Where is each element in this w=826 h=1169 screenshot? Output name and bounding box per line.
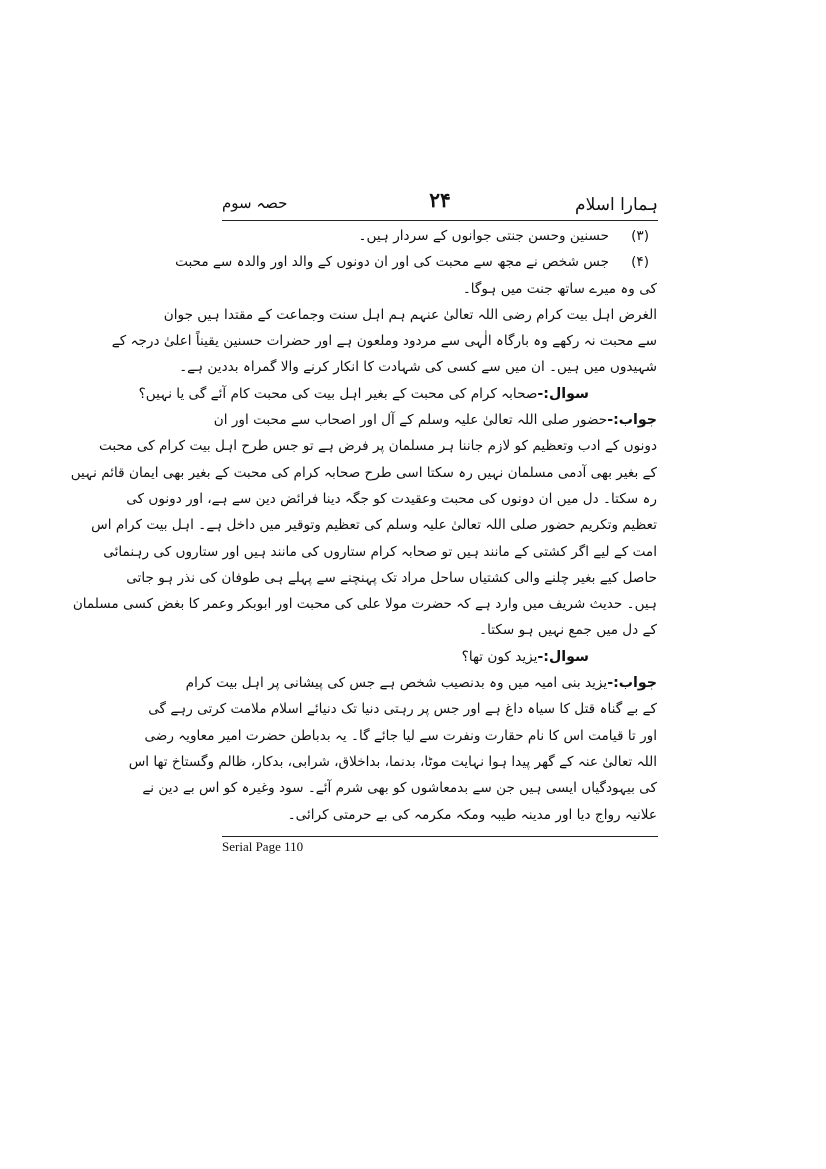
header-rule [222, 220, 658, 221]
footer-rule [222, 836, 658, 837]
text-line: کے دل میں جمع نہیں ہو سکتا۔ [479, 622, 657, 639]
answer-1-line [213, 407, 657, 433]
question-1 [138, 381, 657, 407]
book-page [70, 188, 658, 855]
text-line: امت کے لیے اگر کشتی کے مانند ہیں تو صحابہ کرام ستاروں کی مانند ہیں اور ستاروں کی رہنمائی [103, 543, 657, 560]
text-line: رہ سکتا۔ دل میں ان دونوں کی محبت وعقیدت کو جگہ دینا فرائض دین سے ہے، اور دونوں کی [126, 490, 657, 507]
answer-text: یزید بنی امیہ میں وہ بدنصیب شخص ہے جس کی پیشانی پر اہل بیت کرام [185, 675, 608, 692]
running-header [222, 188, 658, 220]
question-2 [223, 644, 657, 670]
text-line: تعظیم وتکریم حضور صلی اللہ تعالیٰ علیہ وسلم کی تعظیم وتوقیر میں داخل ہے۔ اہل بیت کرام اس [91, 517, 657, 534]
answer-label: جواب:- [607, 675, 657, 692]
answer-label: جواب:- [607, 412, 657, 429]
question-text: یزید کون تھا؟ [461, 648, 538, 665]
body-text [70, 223, 658, 828]
item-number: (۳) [631, 228, 649, 244]
question-label: سوال:- [537, 385, 589, 402]
text-line: دونوں کے ادب وتعظیم کو لازم جاننا ہر مسلمان پر فرض ہے تو جس طرح اہل بیت کرام کی محبت [99, 438, 657, 455]
page-number: ۲۴ [429, 188, 451, 212]
item-text: حسنین وحسن جنتی جوانوں کے سردار ہیں۔ [358, 228, 609, 244]
text-line: کے بغیر بھی آدمی مسلمان نہیں رہ سکتا اسی طرح صحابہ کرام کی محبت کے بغیر بھی ایمان قائم نہیں [70, 464, 657, 481]
text-line: سے محبت نہ رکھے وہ بارگاہ الٰہی سے مردود وملعون ہے اور حضرات حسنین یقیناً اعلیٰ درجہ کے [111, 333, 657, 350]
text-line: اللہ تعالیٰ عنہ کے گھر پیدا ہوا نہایت موٹا، بدنما، بداخلاق، شرابی، بدکار، ظالم وگستاخ تھا اس [128, 753, 657, 770]
text-line: اور تا قیامت اس کا نام حقارت ونفرت سے لیا جائے گا۔ یہ بدباطن حضرت امیر معاویہ رضی [144, 727, 657, 744]
numbered-item [175, 249, 657, 275]
question-label: سوال:- [537, 648, 589, 665]
item-number: (۴) [631, 254, 649, 271]
text-line: ہیں۔ حدیث شریف میں وارد ہے کہ حضرت مولا علی کی محبت اور ابوبکر وعمر کا بغض کسی مسلمان [72, 596, 657, 613]
numbered-item [223, 223, 657, 249]
serial-page-footer: Serial Page 110 [222, 838, 304, 854]
book-title: ہمارا اسلام [575, 195, 658, 215]
answer-text: حضور صلی اللہ تعالیٰ علیہ وسلم کے آل اور اصحاب سے محبت اور ان [213, 412, 608, 429]
section-name: حصہ سوم [222, 194, 288, 212]
text-line: حاصل کیے بغیر چلنے والی کشتیاں ساحل مراد تک پہنچنے سے پہلے ہی طوفان کی نذر ہو جاتی [126, 569, 657, 586]
question-text: صحابہ کرام کی محبت کے بغیر اہل بیت کی محبت کام آئے گی یا نہیں؟ [138, 385, 538, 402]
text-line: الغرض اہل بیت کرام رضی اللہ تعالیٰ عنہم ہم اہل سنت وجماعت کے مقتدا ہیں جوان [163, 306, 657, 323]
item-text: جس شخص نے مجھ سے محبت کی اور ان دونوں کے والد اور والدہ سے محبت [175, 254, 609, 271]
text-line: کے بے گناہ قتل کا سیاہ داغ ہے اور جس پر رہتی دنیا تک دنیائے اسلام ملامت کرتی رہے گی [148, 701, 657, 718]
text-line: کی وہ میرے ساتھ جنت میں ہوگا۔ [462, 280, 657, 297]
text-line: علانیہ رواج دیا اور مدینہ طیبہ ومکہ مکرمہ کی بے حرمتی کرائی۔ [287, 806, 657, 823]
answer-2-line [185, 670, 657, 696]
text-line: کی بیہودگیاں ایسی ہیں جن سے بدمعاشوں کو بھی شرم آئے۔ سود وغیرہ کو اس بے دین نے [142, 780, 657, 797]
text-line: شہیدوں میں ہیں۔ ان میں سے کسی کی شہادت کا انکار کرنے والا گمراہ بددین ہے۔ [179, 359, 657, 376]
